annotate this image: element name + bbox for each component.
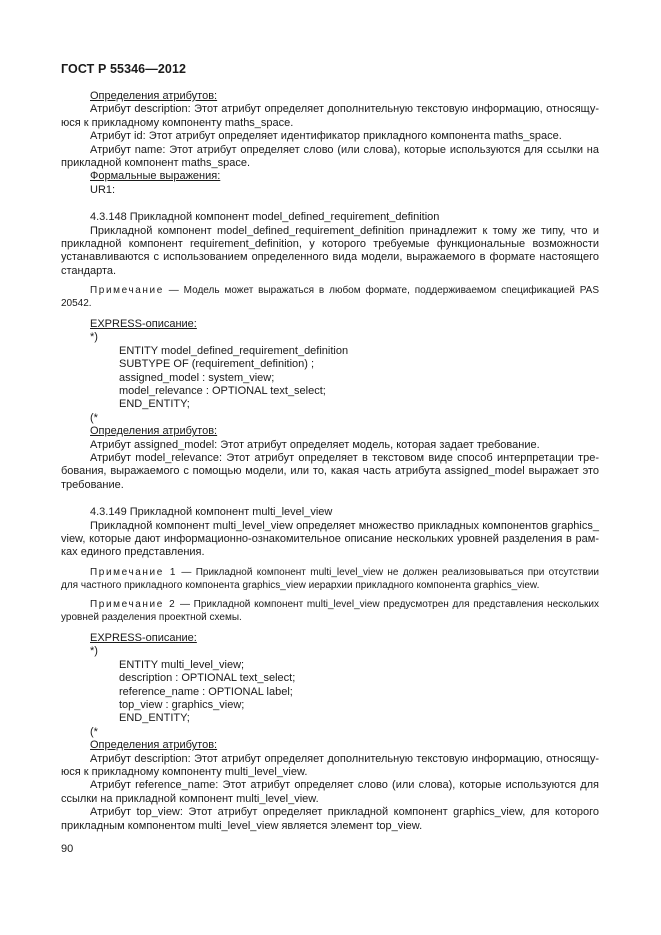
ur1-text: UR1:	[90, 183, 116, 196]
note-text: — Прикладной компонент multi_level_view предусмотрен для представления нескольких уровней разделения проектной схемы.	[61, 599, 599, 624]
attr-model-relevance-text: Атрибут model_relevance: Этот атрибут определяет в текстовом виде способ интерпретации тре-бования, выражаемого с помощью модели, или то, какая часть атрибута assigned_model выражает это требование.	[61, 451, 599, 491]
express-label: EXPRESS-описание:	[90, 631, 197, 644]
section-148-heading: 4.3.148 Прикладной компонент model_defined_requirement_definition	[90, 211, 440, 224]
code-line: reference_name : OPTIONAL label;	[119, 685, 293, 698]
standard-header: ГОСТ Р 55346—2012	[61, 62, 187, 76]
code-line: SUBTYPE OF (requirement_definition) ;	[119, 358, 315, 371]
attr-description-text: Атрибут description: Этот атрибут определяет дополнительную текстовую информацию, относящу-юся к прикладному компоненту multi_level_view.	[61, 752, 599, 779]
section-149-note-1	[61, 567, 599, 593]
attr-definitions-label: Определения атрибутов:	[90, 739, 218, 752]
comment-close: (*	[90, 411, 98, 424]
code-line: ENTITY model_defined_requirement_definition	[119, 344, 349, 357]
attr-top-view-text: Атрибут top_view: Этот атрибут определяет прикладной компонент graphics_view, для которого прикладным компонентом multi_level_view является элемент top_view.	[61, 806, 599, 832]
express-label: EXPRESS-описание:	[90, 317, 197, 330]
attr-id-text: Атрибут id: Этот атрибут определяет идентификатор прикладного компонента maths_space.	[90, 130, 562, 143]
page-number: 90	[61, 843, 74, 855]
code-line: END_ENTITY;	[119, 712, 190, 725]
attr-description-text: Атрибут description: Этот атрибут определяет дополнительную текстовую информацию, относящу-юся к прикладному компоненту maths_space.	[61, 103, 599, 129]
code-line: model_relevance : OPTIONAL text_select;	[119, 384, 326, 397]
note-label: Примечание 1	[90, 566, 177, 578]
attr-definitions-label: Определения атрибутов:	[90, 425, 218, 438]
section-149-paragraph: Прикладной компонент multi_level_view определяет множество прикладных компонентов graphics_ view, которые дают информационно-ознакомительное описание нескольких уровней разделения в рам-ках единого представления.	[61, 519, 599, 559]
section-149-note-2	[61, 599, 599, 625]
formal-expressions-label: Формальные выражения:	[90, 170, 221, 183]
comment-open: *)	[90, 331, 98, 344]
code-line: END_ENTITY;	[119, 398, 190, 411]
attr-reference-name-text: Атрибут reference_name: Этот атрибут определяет слово (или слова), которые используются для ссылки на прикладной компонент multi_level_view.	[61, 779, 599, 805]
comment-open: *)	[90, 645, 98, 658]
note-text: — Модель может выражаться в любом формате, поддерживаемом спецификацией PAS 20542.	[61, 285, 599, 310]
note-text: — Прикладной компонент multi_level_view не должен реализовываться при отсутствии для частного прикладного компонента graphics_view иерархии прикладного компонента graphics_view.	[61, 566, 599, 591]
note-label: Примечание	[90, 285, 164, 297]
section-149-heading: 4.3.149 Прикладной компонент multi_level_view	[90, 506, 333, 519]
code-line: description : OPTIONAL text_select;	[119, 672, 296, 685]
attr-assigned-model-text: Атрибут assigned_model: Этот атрибут определяет модель, которая задает требование.	[90, 438, 540, 451]
code-line: ENTITY multi_level_view;	[119, 658, 245, 671]
code-line: top_view : graphics_view;	[119, 699, 245, 711]
section-148-paragraph: Прикладной компонент model_defined_requirement_definition принадлежит к тому же типу, что и прикладной компонент requirement_definition, у которого требуемые функциональные возможности устанавливаются с использованием определенного вида модели, выражаемого в формате настоящего стандарта.	[61, 224, 599, 277]
note-label: Примечание 2	[90, 599, 177, 611]
code-line: assigned_model : system_view;	[119, 371, 275, 384]
attr-definitions-label: Определения атрибутов:	[90, 90, 218, 102]
attr-name-text: Атрибут name: Этот атрибут определяет слово (или слова), которые используются для ссылки на прикладной компонент maths_space.	[61, 143, 599, 170]
page-body	[61, 90, 599, 833]
section-148-note	[61, 285, 599, 311]
comment-close: (*	[90, 725, 98, 738]
